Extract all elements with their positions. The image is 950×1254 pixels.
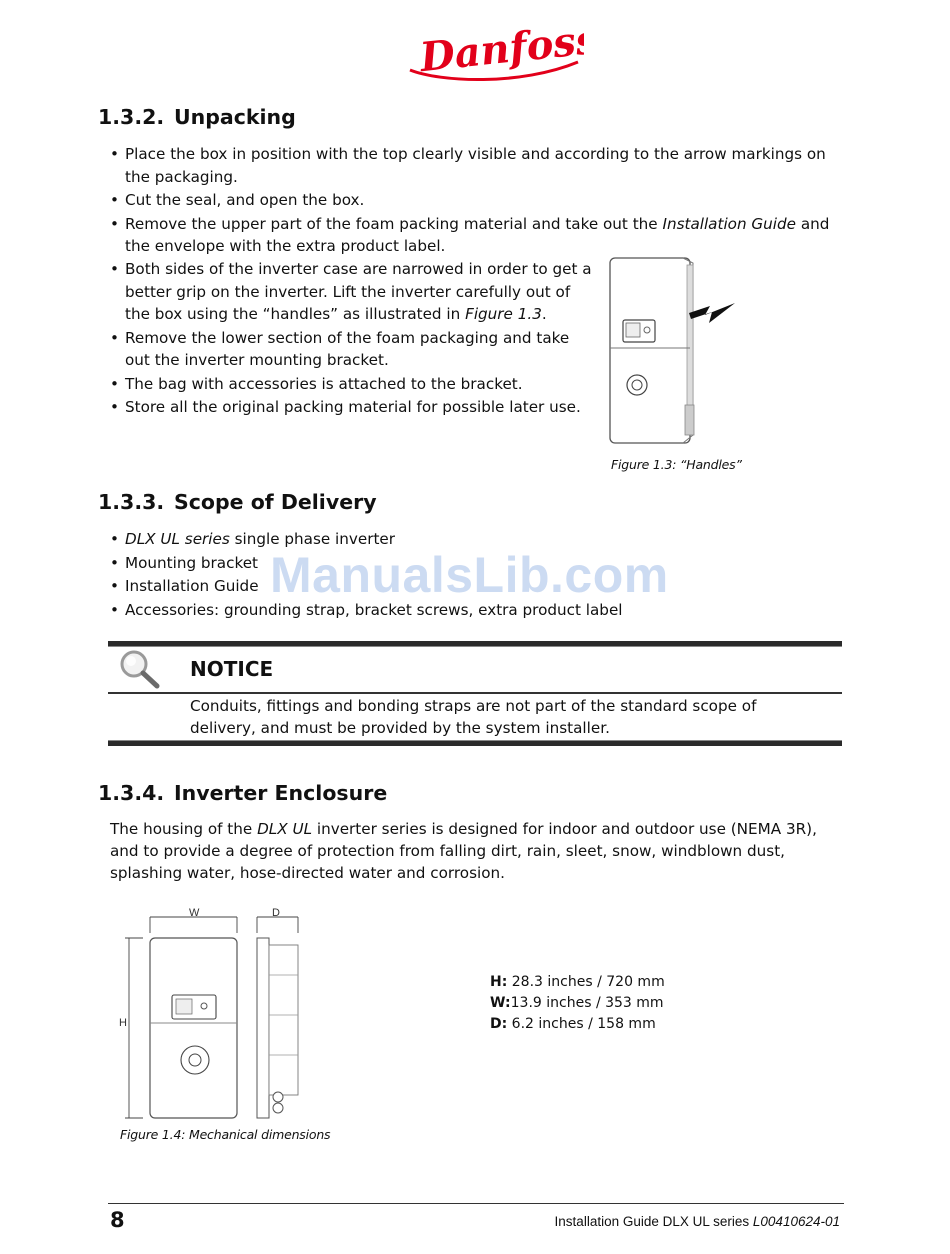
figure-mechanical-dimensions: [115, 905, 315, 1123]
section-heading-enclosure: [98, 781, 387, 805]
footer-rule: [108, 1203, 844, 1204]
list-item: • Store all the original packing material for possible later use.: [110, 396, 592, 419]
dim-label-w: W: [189, 907, 200, 919]
arrow-icon: [689, 303, 735, 323]
list-item: • Installation Guide: [110, 575, 840, 598]
list-item: • Remove the lower section of the foam packaging and take out the inverter mounting bracket.: [110, 327, 592, 372]
figure-handles-illustration: [605, 255, 745, 450]
footer-document-title: Installation Guide DLX UL series L00410624-01: [554, 1214, 840, 1229]
list-item: • Mounting bracket: [110, 552, 840, 575]
notice-top-rule: [108, 641, 842, 647]
section-number: 1.3.2.: [98, 105, 165, 129]
section-number: 1.3.4.: [98, 781, 165, 805]
list-item: • Accessories: grounding strap, bracket screws, extra product label: [110, 599, 840, 622]
dim-label-h: H: [119, 1017, 127, 1029]
danfoss-logo: [400, 12, 584, 90]
list-item: • Remove the upper part of the foam packing material and take out the Installation Guide and the envelope with the extra product label.: [110, 213, 840, 258]
figure-caption-1-4: Figure 1.4: Mechanical dimensions: [120, 1127, 331, 1142]
notice-title: NOTICE: [190, 657, 274, 681]
list-item: • DLX UL series single phase inverter: [110, 528, 840, 551]
watermark: ManualsLib.com: [270, 547, 669, 603]
dimension-row-depth: D: 6.2 inches / 158 mm: [490, 1016, 656, 1032]
section-heading-unpacking: [98, 105, 296, 129]
section-title: Inverter Enclosure: [174, 781, 388, 805]
dimension-row-width: W:13.9 inches / 353 mm: [490, 995, 664, 1011]
section-title: Scope of Delivery: [174, 490, 377, 514]
page-number: 8: [110, 1208, 125, 1232]
list-item: • The bag with accessories is attached to the bracket.: [110, 373, 592, 396]
list-item: • Place the box in position with the top clearly visible and according to the arrow markings on the packaging.: [110, 143, 840, 188]
figure-caption-1-3: Figure 1.3: “Handles”: [611, 457, 742, 472]
dimension-list: [490, 972, 665, 1035]
dim-label-d: D: [272, 907, 280, 919]
notice-text: Conduits, fittings and bonding straps are not part of the standard scope of delivery, and must be provided by the system installer.: [190, 697, 757, 737]
brand-wordmark: Danfoss: [417, 15, 584, 82]
unpacking-list-continued: [110, 258, 592, 420]
notice-divider: [108, 692, 842, 694]
magnifier-icon: [116, 648, 166, 692]
enclosure-paragraph: The housing of the DLX UL inverter series is designed for indoor and outdoor use (NEMA 3R), and to provide a degree of protection from falling dirt, rain, sleet, snow, windblown dust, splashing water, hose-directed water and corrosion.: [110, 820, 817, 882]
section-number: 1.3.3.: [98, 490, 165, 514]
notice-bottom-rule: [108, 740, 842, 746]
section-heading-scope: [98, 490, 377, 514]
list-item: • Both sides of the inverter case are narrowed in order to get a better grip on the inverter. Lift the inverter carefully out of the box using the “handles” as illustrated in Figure 1.3.: [110, 258, 592, 326]
list-item: • Cut the seal, and open the box.: [110, 189, 840, 212]
dimension-row-height: H: 28.3 inches / 720 mm: [490, 974, 665, 990]
section-title: Unpacking: [174, 105, 296, 129]
unpacking-list: [110, 143, 840, 259]
